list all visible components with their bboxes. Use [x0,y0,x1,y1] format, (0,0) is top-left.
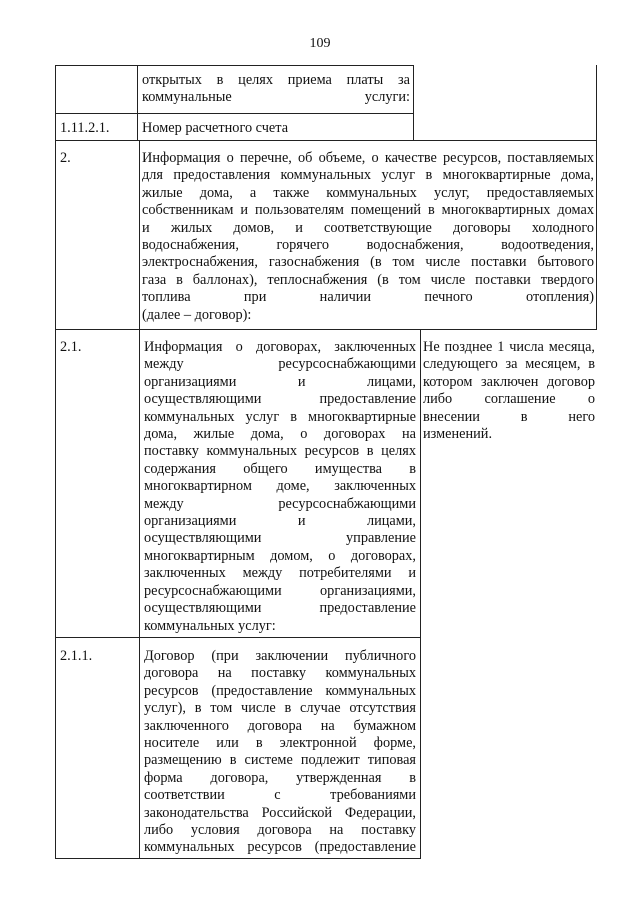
row-4-text: Договор (при заключении публичного договора на поставку коммунальных ресурсов (предоставление коммунальных услуг), в том числе в случае отсутствия заключенного договора на бумажном носителе или в электронной форме, размещению в системе подлежит типовая форма договора, утвержденная в соответствии с требованиями законодательства Российской Федерации, либо условия договора на поставку коммунальных ресурсов (предоставление [144,648,416,856]
row-0-text: открытых в целях приема платы за коммунальные услуги: [142,72,410,106]
row-1-number: 1.11.2.1. [60,120,110,136]
page-number: 109 [309,36,331,51]
column-divider [596,65,597,330]
row-divider [55,329,597,330]
row-divider [55,65,413,66]
row-3-text: Информация о договорах, заключенных между ресурсоснабжающими организациями и лицами, осуществляющими предоставление коммунальных услуг в многоквартирные дома, жилые дома, о договорах на поставку коммунальных ресурсов в целях содержания общего имущества в многоквартирном доме, заключенных между ресурсоснабжающими организациями и лицами, осуществляющими управление многоквартирным домом, о договорах, заключенных между потребителями и ресурсоснабжающими организациями, осуществляющими предоставление коммунальных услуг: [144,339,416,634]
row-divider [55,637,421,638]
row-divider [55,858,421,859]
row-3-number: 2.1. [60,339,82,355]
row-2-text: Информация о перечне, об объеме, о качестве ресурсов, поставляемых для предоставления коммунальных услуг в многоквартирные дома, жилые дома, а также коммунальных услуг, предоставляемых собственникам и пользователям помещений в многоквартирных домах и жилых домов, и соответствующие договоры холодного водоснабжения, горячего водоснабжения, водоотведения, электроснабжения, газоснабжения (в том числе поставки бытового газа в баллонах), теплоснабжения (в том числе поставки твердого топлива при наличии печного отопления) (далее – договор): [142,150,594,323]
row-4-number: 2.1.1. [60,648,93,664]
column-divider [139,140,140,859]
column-divider [413,65,414,141]
column-divider [420,329,421,859]
row-2-number: 2. [60,150,71,166]
column-divider [137,65,138,141]
row-1-text: Номер расчетного счета [142,120,289,136]
row-divider [55,113,413,114]
row-3-deadline: Не позднее 1 числа месяца, следующего за месяцем, в котором заключен договор либо соглашение о внесении в него изменений. [423,339,595,443]
column-divider [55,65,56,859]
